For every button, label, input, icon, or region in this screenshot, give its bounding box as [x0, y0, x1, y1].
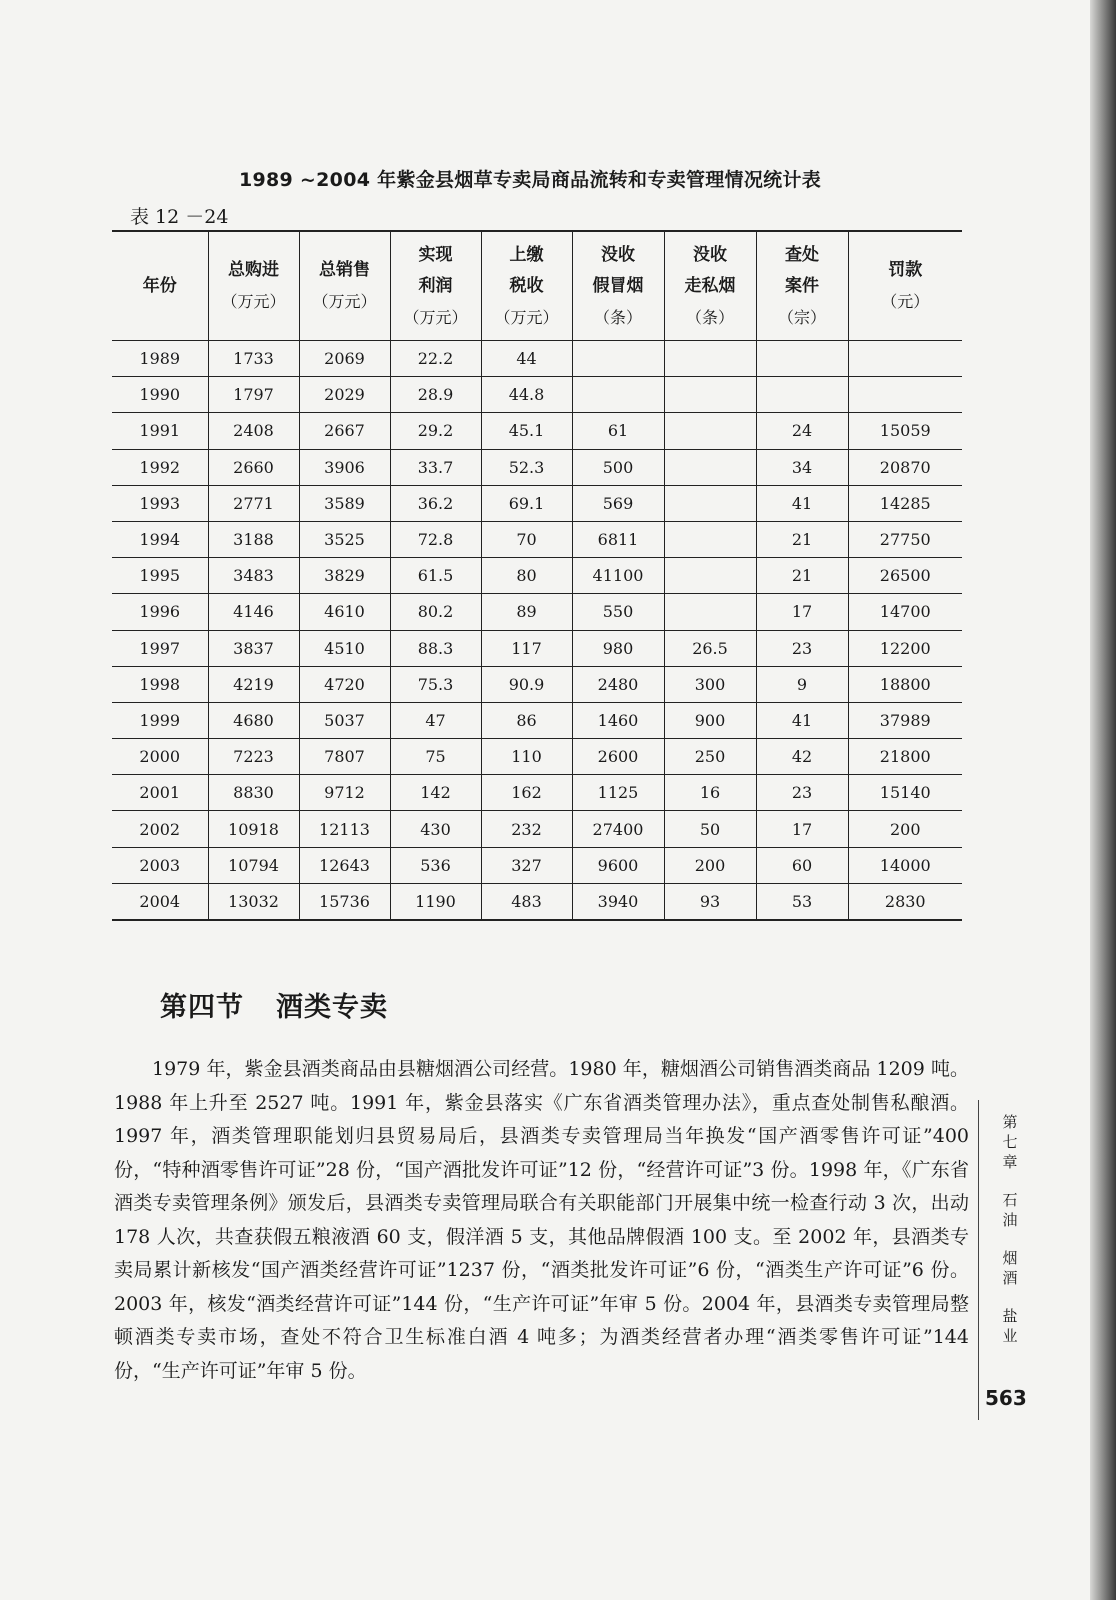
table-cell: 6811 — [572, 521, 664, 557]
table-cell: 80 — [481, 558, 572, 594]
table-cell: 12200 — [879, 638, 931, 658]
table-cell: 2004 — [112, 883, 208, 920]
table-cell: 3483 — [208, 558, 299, 594]
table-cell: 28.9 — [390, 377, 481, 413]
table-cell: 24 — [756, 413, 848, 449]
table-row — [112, 341, 962, 377]
table-cell: 1994 — [112, 521, 208, 557]
table-cell: 72.8 — [390, 521, 481, 557]
column-header-unit: （万元） — [403, 307, 468, 327]
table-cell: 1991 — [112, 413, 208, 449]
table-cell: 200 — [664, 847, 756, 883]
table-cell: 3525 — [299, 521, 390, 557]
chapter-label-char: 烟 — [1002, 1249, 1018, 1267]
table-cell: 13032 — [208, 883, 299, 920]
table-cell: 26500 — [879, 566, 931, 586]
table-cell: 61.5 — [390, 558, 481, 594]
table-row — [112, 377, 962, 413]
table-row — [112, 883, 962, 920]
table-cell — [664, 449, 756, 485]
table-cell: 1995 — [112, 558, 208, 594]
table-cell: 44.8 — [481, 377, 572, 413]
table-row — [112, 811, 962, 847]
table-cell: 41 — [756, 702, 848, 738]
table-cell: 536 — [390, 847, 481, 883]
table-cell: 3906 — [299, 449, 390, 485]
table-row — [112, 847, 962, 883]
section-title: 酒类专卖 — [276, 992, 388, 1023]
column-header-label: 年份 — [142, 275, 177, 296]
table-cell: 200 — [889, 819, 921, 839]
column-header-label: 没收 — [693, 244, 727, 265]
table-cell: 2029 — [299, 377, 390, 413]
table-cell — [848, 377, 962, 413]
table-cell: 1460 — [572, 702, 664, 738]
table-cell: 300 — [664, 666, 756, 702]
table-cell: 12643 — [299, 847, 390, 883]
column-header-label: 税收 — [509, 275, 544, 296]
table-cell: 37989 — [879, 710, 931, 730]
table-cell: 15736 — [299, 883, 390, 920]
table-cell: 1998 — [112, 666, 208, 702]
column-header — [390, 231, 481, 341]
table-row — [112, 521, 962, 557]
table-cell: 80.2 — [390, 594, 481, 630]
table-cell: 2480 — [572, 666, 664, 702]
table-title: 1989 ~2004 年紫金县烟草专卖局商品流转和专卖管理情况统计表 — [238, 169, 822, 191]
table-body — [112, 341, 962, 921]
table-cell: 500 — [572, 449, 664, 485]
table-cell: 142 — [390, 775, 481, 811]
column-header — [756, 231, 848, 341]
table-cell: 7807 — [299, 739, 390, 775]
column-header-label: 假冒烟 — [592, 275, 644, 296]
table-cell: 2667 — [299, 413, 390, 449]
column-header-label: 走私烟 — [684, 275, 736, 296]
table-cell: 9712 — [299, 775, 390, 811]
table-cell: 34 — [756, 449, 848, 485]
table-cell: 2002 — [112, 811, 208, 847]
table-cell: 4219 — [208, 666, 299, 702]
table-cell: 1733 — [208, 341, 299, 377]
column-header-unit: （万元） — [494, 307, 559, 327]
table-cell: 2000 — [112, 739, 208, 775]
table-cell: 1999 — [112, 702, 208, 738]
table-cell — [664, 521, 756, 557]
table-cell: 2069 — [299, 341, 390, 377]
table-cell: 23 — [756, 630, 848, 666]
table-cell: 2660 — [208, 449, 299, 485]
table-cell: 1996 — [112, 594, 208, 630]
column-header — [299, 231, 390, 341]
table-cell — [664, 594, 756, 630]
table-cell: 569 — [572, 485, 664, 521]
table-cell — [572, 341, 664, 377]
table-cell: 110 — [481, 739, 572, 775]
table-cell: 9600 — [572, 847, 664, 883]
table-cell: 1989 — [112, 341, 208, 377]
chapter-label-char: 七 — [1002, 1133, 1018, 1151]
table-cell: 430 — [390, 811, 481, 847]
table-cell: 14700 — [879, 602, 931, 622]
column-header-label: 利润 — [418, 275, 453, 296]
table-row — [112, 702, 962, 738]
table-cell: 23 — [756, 775, 848, 811]
table-cell: 3188 — [208, 521, 299, 557]
table-cell: 4510 — [299, 630, 390, 666]
table-cell: 21 — [756, 521, 848, 557]
chapter-label-char: 章 — [1002, 1153, 1018, 1171]
column-header-unit: （宗） — [777, 307, 826, 327]
table-cell: 26.5 — [664, 630, 756, 666]
page-number: 563 — [985, 1386, 1027, 1410]
table-row — [112, 594, 962, 630]
chapter-label-char: 酒 — [1002, 1269, 1018, 1287]
table-cell: 47 — [390, 702, 481, 738]
table-cell: 2830 — [884, 891, 926, 911]
table-cell: 1990 — [112, 377, 208, 413]
table-cell — [756, 377, 848, 413]
chapter-label-char: 第 — [1002, 1113, 1018, 1131]
table-cell: 3837 — [208, 630, 299, 666]
table-cell: 1993 — [112, 485, 208, 521]
table-cell — [848, 341, 962, 377]
table-cell: 3940 — [572, 883, 664, 920]
body-text — [114, 1053, 969, 1388]
table-cell: 69.1 — [481, 485, 572, 521]
table-cell — [664, 558, 756, 594]
margin-rule — [978, 1100, 979, 1420]
table-cell: 60 — [756, 847, 848, 883]
table-cell: 117 — [481, 630, 572, 666]
table-cell: 52.3 — [481, 449, 572, 485]
chapter-label-group — [992, 1190, 1028, 1230]
chapter-margin-label — [992, 1112, 1028, 1364]
column-header-label: 罚款 — [888, 260, 923, 280]
table-cell: 50 — [664, 811, 756, 847]
table-cell: 15059 — [879, 421, 931, 441]
table-cell: 2600 — [572, 739, 664, 775]
table-cell: 9 — [756, 666, 848, 702]
table-cell: 16 — [664, 775, 756, 811]
column-header-unit: （万元） — [312, 292, 377, 311]
chapter-label-group — [992, 1112, 1028, 1172]
table-cell — [664, 341, 756, 377]
table-cell — [572, 377, 664, 413]
column-header — [572, 231, 664, 341]
table-cell: 36.2 — [390, 485, 481, 521]
table-cell: 41100 — [572, 558, 664, 594]
table-cell: 980 — [572, 630, 664, 666]
table-cell: 2771 — [208, 485, 299, 521]
table-cell: 21800 — [879, 747, 931, 767]
table-cell: 93 — [664, 883, 756, 920]
table-cell: 12113 — [299, 811, 390, 847]
table-cell: 17 — [756, 594, 848, 630]
column-header-label: 实现 — [418, 244, 453, 265]
table-cell: 88.3 — [390, 630, 481, 666]
table-cell: 2001 — [112, 775, 208, 811]
column-header-label: 查处 — [785, 244, 819, 265]
table-cell: 8830 — [208, 775, 299, 811]
table-cell: 89 — [481, 594, 572, 630]
table-cell: 550 — [572, 594, 664, 630]
table-cell: 90.9 — [481, 666, 572, 702]
table-number: 表 12 －24 — [130, 206, 229, 228]
table-cell: 2408 — [208, 413, 299, 449]
table-cell: 70 — [481, 521, 572, 557]
column-header — [481, 231, 572, 341]
table-cell: 327 — [481, 847, 572, 883]
table-cell: 3829 — [299, 558, 390, 594]
table-cell: 14000 — [879, 855, 931, 875]
table-row — [112, 449, 962, 485]
column-header-unit: （万元） — [221, 292, 286, 311]
table-cell — [756, 341, 848, 377]
column-header — [664, 231, 756, 341]
table-cell: 44 — [481, 341, 572, 377]
chapter-label-char: 油 — [1002, 1211, 1018, 1229]
table-cell: 41 — [756, 485, 848, 521]
table-cell: 7223 — [208, 739, 299, 775]
table-row — [112, 775, 962, 811]
section-number: 第四节 — [160, 992, 244, 1023]
table-cell: 10918 — [208, 811, 299, 847]
column-header-unit: （元） — [881, 292, 930, 311]
table-cell: 1997 — [112, 630, 208, 666]
table-cell — [664, 377, 756, 413]
table-cell: 61 — [572, 413, 664, 449]
table-cell — [664, 413, 756, 449]
column-header-label: 上缴 — [509, 244, 544, 265]
table-row — [112, 630, 962, 666]
table-cell: 2003 — [112, 847, 208, 883]
table-cell: 4610 — [299, 594, 390, 630]
table-cell: 162 — [481, 775, 572, 811]
table-cell: 4146 — [208, 594, 299, 630]
table-cell: 1125 — [572, 775, 664, 811]
table-cell: 232 — [481, 811, 572, 847]
section-heading — [160, 985, 420, 1024]
table-cell — [664, 485, 756, 521]
table-cell: 21 — [756, 558, 848, 594]
table-cell: 14285 — [879, 493, 931, 513]
table-cell: 4680 — [208, 702, 299, 738]
table-cell: 17 — [756, 811, 848, 847]
table-cell: 18800 — [879, 674, 931, 694]
table-cell: 20870 — [879, 457, 931, 477]
column-header-label: 没收 — [601, 244, 635, 265]
table-cell: 900 — [664, 702, 756, 738]
column-header — [208, 231, 299, 341]
column-header-label: 总销售 — [319, 260, 370, 280]
table-cell: 483 — [481, 883, 572, 920]
table-cell: 27750 — [879, 530, 931, 550]
table-row — [112, 666, 962, 702]
table-header-row — [112, 231, 962, 341]
chapter-label-char: 石 — [1002, 1191, 1018, 1209]
table-cell: 86 — [481, 702, 572, 738]
table-row — [112, 739, 962, 775]
table-row — [112, 558, 962, 594]
table-cell: 1190 — [390, 883, 481, 920]
table-cell: 53 — [756, 883, 848, 920]
table-cell: 75 — [390, 739, 481, 775]
column-header — [112, 231, 208, 341]
table-cell: 1992 — [112, 449, 208, 485]
table-cell: 1797 — [208, 377, 299, 413]
chapter-label-group — [992, 1306, 1028, 1346]
table-row — [112, 485, 962, 521]
statistics-table — [112, 230, 962, 921]
table-cell: 3589 — [299, 485, 390, 521]
column-header — [848, 231, 962, 341]
column-header-label: 案件 — [785, 275, 819, 296]
table-cell: 10794 — [208, 847, 299, 883]
table-cell: 15140 — [879, 783, 931, 803]
column-header-label: 总购进 — [228, 260, 279, 280]
table-cell: 250 — [664, 739, 756, 775]
chapter-label-char: 业 — [1002, 1327, 1018, 1345]
page-scan-edge — [1090, 0, 1116, 1600]
table-cell: 75.3 — [390, 666, 481, 702]
table-cell: 22.2 — [390, 341, 481, 377]
table-cell: 45.1 — [481, 413, 572, 449]
column-header-unit: （条） — [593, 307, 642, 327]
column-header-unit: （条） — [685, 307, 734, 327]
table-cell: 5037 — [299, 702, 390, 738]
paragraph: 1979 年，紫金县酒类商品由县糖烟酒公司经营。1980 年，糖烟酒公司销售酒类商品 1209 吨。1988 年上升至 2527 吨。1991 年，紫金县落实《广东省酒类管理办法》，重点查处制售私酿酒。1997 年，酒类管理职能划归县贸易局后，县酒类专卖管理局当年换发“国产酒零售许可证”400 份，“特种酒零售许可证”28 份，“国产酒批发许可证”12 份，“经营许可证”3 份。1998 年，《广东省酒类专卖管理条例》颁发后，县酒类专卖管理局联合有关职能部门开展集中统一检查行动 3 次，出动 178 人次，共查获假五粮液酒 60 支，假洋酒 5 支，其他品牌假酒 100 支。至 2002 年，县酒类专卖局累计新核发“国产酒类经营许可证”1237 份，“酒类批发许可证”6 份，“酒类生产许可证”6 份。2003 年，核发“酒类经营许可证”144 份，“生产许可证”年审 5 份。2004 年，县酒类专卖管理局整顿酒类专卖市场，查处不符合卫生标准白酒 4 吨多；为酒类经营者办理“酒类零售许可证”144 份，“生产许可证”年审 5 份。 — [114, 1058, 969, 1382]
table-cell: 42 — [756, 739, 848, 775]
table-cell: 33.7 — [390, 449, 481, 485]
chapter-label-group — [992, 1248, 1028, 1288]
table-cell: 29.2 — [390, 413, 481, 449]
chapter-label-char: 盐 — [1002, 1307, 1018, 1325]
table-cell: 4720 — [299, 666, 390, 702]
table-row — [112, 413, 962, 449]
table-cell: 27400 — [572, 811, 664, 847]
